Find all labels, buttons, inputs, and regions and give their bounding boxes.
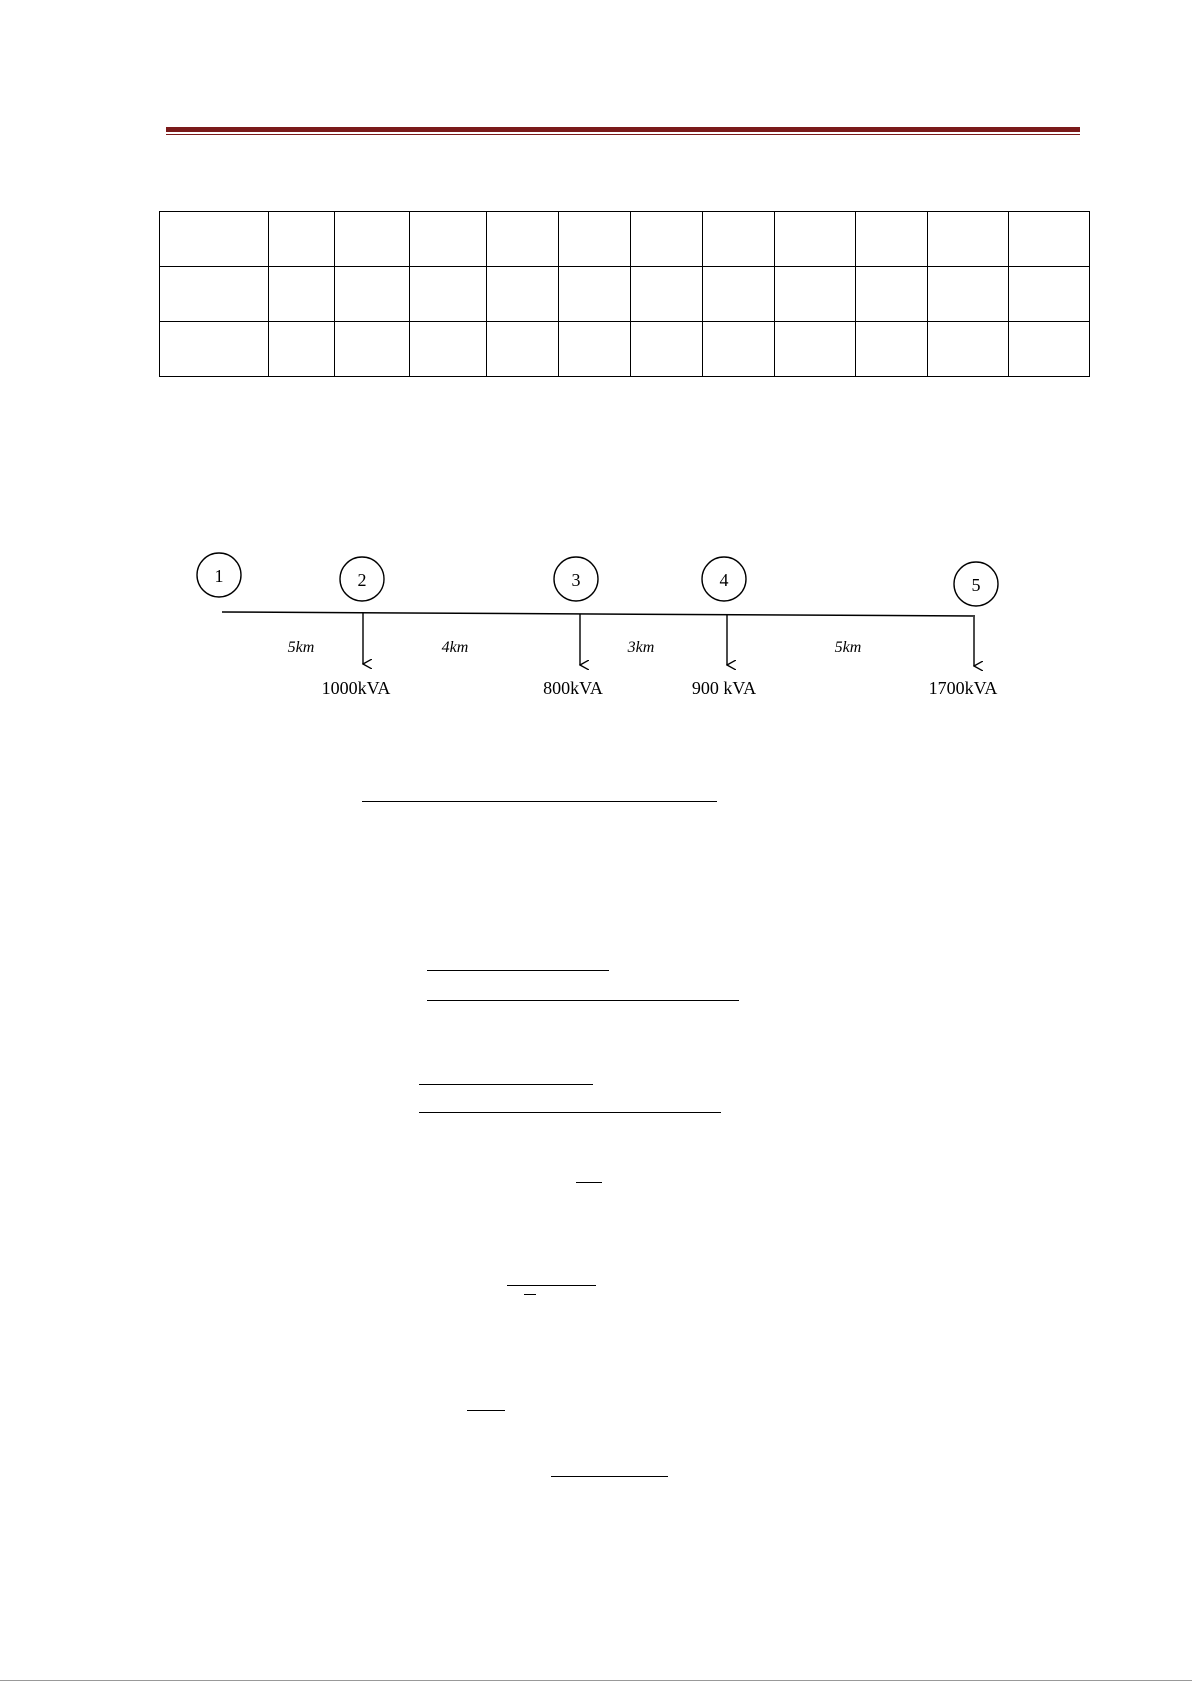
load-label: 900 kVA xyxy=(691,678,757,698)
node-3 xyxy=(554,557,598,601)
fraction-bar xyxy=(467,1410,505,1411)
load-label: 1000kVA xyxy=(321,678,391,698)
fraction-bar xyxy=(524,1294,536,1295)
fraction-bar xyxy=(419,1112,721,1113)
fraction-bar xyxy=(551,1476,668,1477)
fraction-bar xyxy=(362,801,717,802)
load-label: 800kVA xyxy=(543,678,603,698)
node-label: 1 xyxy=(214,566,224,586)
node-label: 2 xyxy=(357,570,367,590)
feeder-diagram xyxy=(0,0,1192,720)
distance-label: 3km xyxy=(627,639,655,656)
distance-label: 5km xyxy=(287,639,315,656)
node-1 xyxy=(197,553,241,597)
fraction-bar xyxy=(419,1084,593,1085)
distance-label: 4km xyxy=(441,639,469,656)
page-bottom-edge xyxy=(0,1680,1192,1681)
feeder-line xyxy=(222,612,975,616)
node-4 xyxy=(702,557,746,601)
load-label: 1700kVA xyxy=(928,678,998,698)
node-5 xyxy=(954,562,998,606)
fraction-bar xyxy=(507,1285,596,1286)
node-2 xyxy=(340,557,384,601)
node-label: 5 xyxy=(971,575,981,595)
fraction-bar xyxy=(576,1182,602,1183)
node-label: 4 xyxy=(719,570,729,590)
node-label: 3 xyxy=(571,570,581,590)
fraction-bar xyxy=(427,970,609,971)
distance-label: 5km xyxy=(834,639,862,656)
fraction-bar xyxy=(427,1000,739,1001)
